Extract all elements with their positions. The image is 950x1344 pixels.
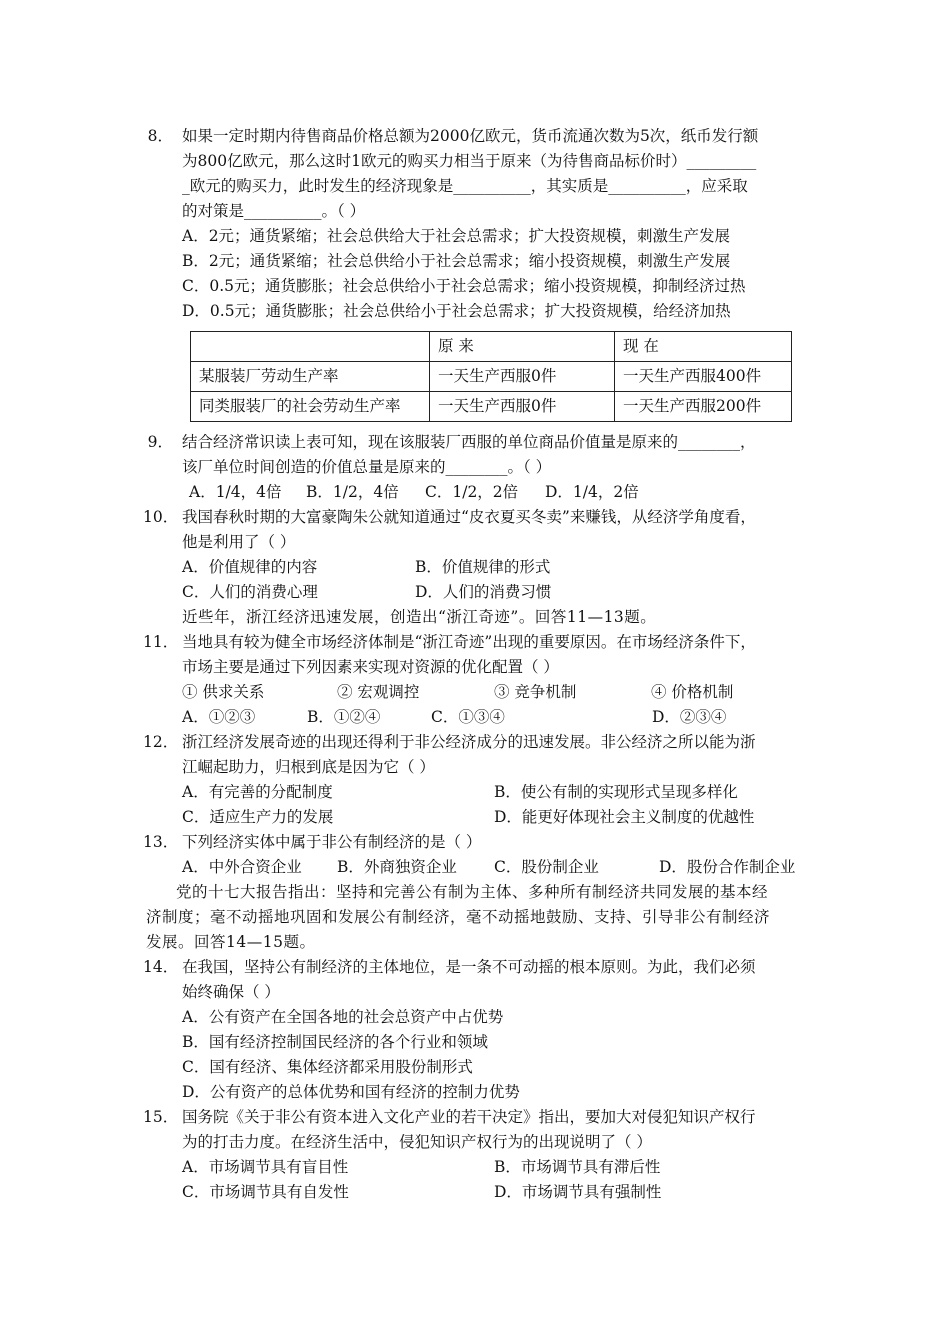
- q8-stem-line-4: 的对策是__________。（ ）: [182, 202, 366, 220]
- q11-number: 11．: [143, 633, 179, 651]
- table-cell: 一天生产西服0件: [430, 392, 615, 422]
- q13-number: 13．: [143, 833, 179, 851]
- q15-number: 15．: [143, 1108, 179, 1126]
- q10-number: 10．: [143, 508, 179, 526]
- q12-option-c: C．适应生产力的发展: [182, 808, 334, 826]
- q8-number: 8．: [147, 127, 173, 145]
- q13-option-c: C．股份制企业: [494, 858, 599, 876]
- q11-item-3: ③ 竞争机制: [494, 683, 577, 701]
- q12-option-b: B．使公有制的实现形式呈现多样化: [494, 783, 738, 801]
- q11-option-d: D．②③④: [652, 708, 727, 726]
- q13-stem-line-1: 下列经济实体中属于非公有制经济的是（ ）: [182, 833, 482, 851]
- q14-stem-line-2: 始终确保（ ）: [182, 983, 280, 1001]
- q11-stem-line-2: 市场主要是通过下列因素来实现对资源的优化配置（ ）: [182, 658, 559, 676]
- q10-stem-line-2: 他是利用了（ ）: [182, 533, 296, 551]
- q11-item-4: ④ 价格机制: [651, 683, 734, 701]
- q12-number: 12．: [143, 733, 179, 751]
- q11-stem-line-1: 当地具有较为健全市场经济体制是“浙江奇迹”出现的重要原因。在市场经济条件下，: [182, 633, 756, 651]
- q14-option-a: A．公有资产在全国各地的社会总资产中占优势: [182, 1008, 504, 1026]
- q10-option-d: D．人们的消费习惯: [415, 583, 552, 601]
- table-header-cell: [191, 332, 430, 362]
- q15-stem-line-1: 国务院《关于非公有资本进入文化产业的若干决定》指出，要加大对侵犯知识产权行: [182, 1108, 756, 1126]
- table-row: [191, 392, 792, 422]
- q14-option-b: B．国有经济控制国民经济的各个行业和领域: [182, 1033, 488, 1051]
- table-cell: 某服装厂劳动生产率: [191, 362, 430, 392]
- q15-option-c: C．市场调节具有自发性: [182, 1183, 349, 1201]
- intro-14-15-line-1: 党的十七大报告指出：坚持和完善公有制为主体、多种所有制经济共同发展的基本经: [176, 883, 769, 901]
- table-cell: 同类服装厂的社会劳动生产率: [191, 392, 430, 422]
- q8-option-d: D．0.5元；通货膨胀；社会总供给小于社会总需求；扩大投资规模，给经济加热: [182, 302, 731, 320]
- intro-14-15-line-2: 济制度；毫不动摇地巩固和发展公有制经济，毫不动摇地鼓励、支持、引导非公有制经济: [146, 908, 771, 926]
- q9-option-d: D．1/4，2倍: [545, 483, 639, 501]
- q12-option-d: D．能更好体现社会主义制度的优越性: [494, 808, 755, 826]
- q11-option-b: B．①②④: [307, 708, 381, 726]
- q10-option-c: C．人们的消费心理: [182, 583, 318, 601]
- q14-number: 14．: [143, 958, 179, 976]
- q9-number: 9．: [147, 433, 173, 451]
- table-cell: 一天生产西服200件: [615, 392, 792, 422]
- q13-option-d: D．股份合作制企业: [659, 858, 796, 876]
- q9-stem-line-2: 该厂单位时间创造的价值总量是原来的________。（ ）: [182, 458, 552, 476]
- q9-option-a: A．1/4，4倍: [189, 483, 282, 501]
- q8-option-a: A．2元；通货紧缩；社会总供给大于社会总需求；扩大投资规模，刺激生产发展: [182, 227, 731, 245]
- q9-option-b: B．1/2，4倍: [306, 483, 399, 501]
- q15-option-a: A．市场调节具有盲目性: [182, 1158, 349, 1176]
- intro-11-13: 近些年，浙江经济迅速发展，创造出“浙江奇迹”。回答11—13题。: [182, 608, 657, 626]
- table-row: [191, 362, 792, 392]
- q8-option-b: B．2元；通货紧缩；社会总供给小于社会总需求；缩小投资规模，刺激生产发展: [182, 252, 731, 270]
- q14-stem-line-1: 在我国，坚持公有制经济的主体地位，是一条不可动摇的根本原则。为此，我们必须: [182, 958, 756, 976]
- q12-stem-line-1: 浙江经济发展奇迹的出现还得利于非公经济成分的迅速发展。非公经济之所以能为浙: [182, 733, 756, 751]
- q8-stem-line-2: 为800亿欧元，那么这时1欧元的购买力相当于原来（为待售商品标价时）_________: [182, 152, 757, 170]
- q8-stem-line-1: 如果一定时期内待售商品价格总额为2000亿欧元，货币流通次数为5次，纸币发行额: [182, 127, 759, 145]
- table-header-cell: 原 来: [430, 332, 615, 362]
- q12-stem-line-2: 江崛起助力，归根到底是因为它（ ）: [182, 758, 435, 776]
- table-header-cell: 现 在: [615, 332, 792, 362]
- intro-14-15-line-3: 发展。回答14—15题。: [146, 933, 316, 951]
- q8-option-c: C．0.5元；通货膨胀；社会总供给小于社会总需求；缩小投资规模，抑制经济过热: [182, 277, 746, 295]
- productivity-table: [190, 331, 792, 422]
- q11-item-2: ② 宏观调控: [337, 683, 420, 701]
- q9-option-c: C．1/2，2倍: [425, 483, 519, 501]
- table-header-row: [191, 332, 792, 362]
- q14-option-c: C．国有经济、集体经济都采用股份制形式: [182, 1058, 473, 1076]
- q12-option-a: A．有完善的分配制度: [182, 783, 333, 801]
- q13-option-a: A．中外合资企业: [182, 858, 302, 876]
- q8-stem-line-3: _欧元的购买力，此时发生的经济现象是__________，其实质是__________，应采取: [182, 177, 748, 195]
- q14-option-d: D．公有资产的总体优势和国有经济的控制力优势: [182, 1083, 520, 1101]
- q11-item-1: ① 供求关系: [182, 683, 265, 701]
- q9-stem-line-1: 结合经济常识读上表可知，现在该服装厂西服的单位商品价值量是原来的________，: [182, 433, 756, 451]
- q15-option-b: B．市场调节具有滞后性: [494, 1158, 661, 1176]
- q10-stem-line-1: 我国春秋时期的大富豪陶朱公就知道通过“皮衣夏买冬卖”来赚钱，从经济学角度看，: [182, 508, 756, 526]
- q10-option-a: A．价值规律的内容: [182, 558, 318, 576]
- table-cell: 一天生产西服400件: [615, 362, 792, 392]
- q15-stem-line-2: 为的打击力度。在经济生活中，侵犯知识产权行为的出现说明了（ ）: [182, 1133, 652, 1151]
- q11-option-a: A．①②③: [182, 708, 256, 726]
- q13-option-b: B．外商独资企业: [337, 858, 457, 876]
- q11-option-c: C．①③④: [431, 708, 505, 726]
- table-cell: 一天生产西服0件: [430, 362, 615, 392]
- q15-option-d: D．市场调节具有强制性: [494, 1183, 662, 1201]
- q10-option-b: B．价值规律的形式: [415, 558, 551, 576]
